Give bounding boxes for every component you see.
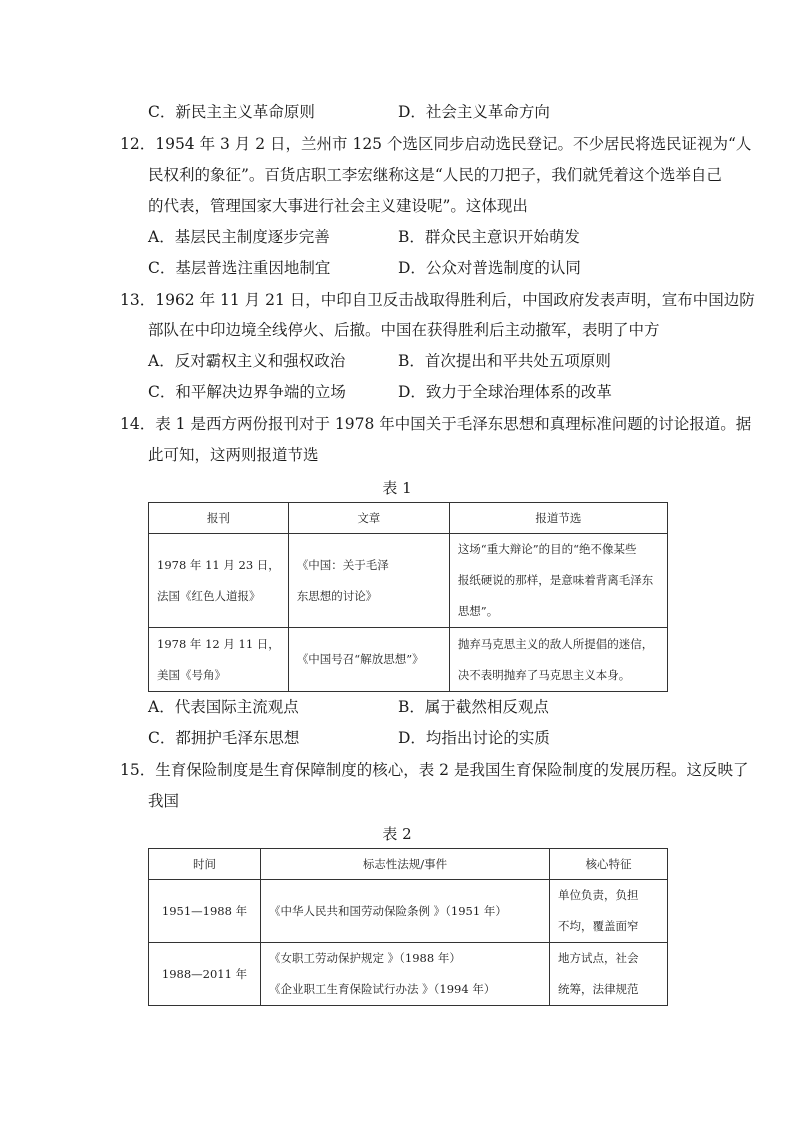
q15-stem-line-2: 我国 xyxy=(148,792,180,810)
table-1-cell-excerpt xyxy=(449,628,667,692)
table-1-caption: 表 1 xyxy=(382,479,412,497)
table-1 xyxy=(148,502,668,692)
q14-option-a: A．代表国际主流观点 xyxy=(148,698,299,716)
table-row xyxy=(149,534,668,628)
cell-text: 思想”。 xyxy=(457,604,499,618)
q13-option-d: D．致力于全球治理体系的改革 xyxy=(398,383,612,401)
table-1-cell-excerpt xyxy=(449,534,667,628)
cell-text: 《企业职工生育保险试行办法 》（1994 年） xyxy=(269,982,496,996)
table-row xyxy=(149,628,668,692)
q12-option-b: B．群众民主意识开始萌发 xyxy=(398,228,580,246)
table-1-cell-paper xyxy=(149,628,289,692)
cell-text: 统筹，法律规范 xyxy=(558,982,639,996)
cell-text: 不均，覆盖面窄 xyxy=(558,919,639,933)
cell-text: 《女职工劳动保护规定 》（1988 年） xyxy=(269,951,461,965)
table-2-cell-feature xyxy=(550,943,668,1006)
table-1-header-paper: 报刊 xyxy=(149,503,289,534)
cell-text: 单位负责，负担 xyxy=(558,888,639,902)
table-1-cell-article xyxy=(288,628,449,692)
table-1-cell-article xyxy=(288,534,449,628)
q13-option-b: B．首次提出和平共处五项原则 xyxy=(398,352,611,370)
q13-stem-line-2: 部队在中印边境全线停火、后撤。中国在获得胜利后主动撤军，表明了中方 xyxy=(148,321,660,339)
table-2-header-feature: 核心特征 xyxy=(550,849,668,880)
table-2-caption: 表 2 xyxy=(382,825,412,843)
q12-option-a: A．基层民主制度逐步完善 xyxy=(148,228,330,246)
q13-option-c: C．和平解决边界争端的立场 xyxy=(148,383,346,401)
table-2-header-events: 标志性法规/事件 xyxy=(261,849,550,880)
cell-text: 东思想的讨论》 xyxy=(296,588,378,603)
q14-option-c: C．都拥护毛泽东思想 xyxy=(148,729,300,747)
table-2-cell-events xyxy=(261,943,550,1006)
cell-text: 《中国：关于毛泽 xyxy=(296,557,389,572)
q14-option-d: D．均指出讨论的实质 xyxy=(398,729,550,747)
q12-stem-line-1: 12．1954 年 3 月 2 日，兰州市 125 个选区同步启动选民登记。不少居民将选民证视为“人 xyxy=(120,135,752,153)
q12-option-d: D．公众对普选制度的认同 xyxy=(398,259,581,277)
cell-text: 地方试点，社会 xyxy=(558,951,639,965)
q12-option-c: C．基层普选注重因地制宜 xyxy=(148,259,331,277)
table-2-cell-time: 1988—2011 年 xyxy=(149,943,261,1006)
table-2-cell-events xyxy=(261,880,550,943)
q11-option-d: D．社会主义革命方向 xyxy=(398,103,550,121)
table-row xyxy=(149,943,668,1006)
cell-text: 决不表明抛弃了马克思主义本身。 xyxy=(457,667,631,682)
q15-stem-line-1: 15．生育保险制度是生育保障制度的核心，表 2 是我国生育保险制度的发展历程。这反映了 xyxy=(120,761,749,779)
q14-stem-line-2: 此可知，这两则报道节选 xyxy=(148,446,319,464)
q13-stem-line-1: 13．1962 年 11 月 21 日，中印自卫反击战取得胜利后，中国政府发表声明，宣布中国边防 xyxy=(120,291,755,309)
cell-text: 法国《红色人道报》 xyxy=(157,588,261,603)
q12-stem-line-3: 的代表，管理国家大事进行社会主义建设呢”。这体现出 xyxy=(148,197,528,215)
cell-text: 1978 年 12 月 11 日， xyxy=(157,636,280,651)
q12-stem-line-2: 民权利的象征”。百货店职工李宏继称这是“人民的刀把子，我们就凭着这个选举自己 xyxy=(148,166,722,184)
cell-text: 美国《号角》 xyxy=(157,667,226,682)
table-2-cell-feature xyxy=(550,880,668,943)
q14-stem-line-1: 14．表 1 是西方两份报刊对于 1978 年中国关于毛泽东思想和真理标准问题的讨论报道。据 xyxy=(120,415,752,433)
table-row xyxy=(149,880,668,943)
q14-option-b: B．属于截然相反观点 xyxy=(398,698,549,716)
q13-option-a: A．反对霸权主义和强权政治 xyxy=(148,352,346,370)
q11-option-c: C．新民主主义革命原则 xyxy=(148,103,315,121)
cell-text: 《中国号召“解放思想”》 xyxy=(296,652,424,666)
cell-text: 《中华人民共和国劳动保险条例 》（1951 年） xyxy=(269,903,507,918)
table-1-cell-paper xyxy=(149,534,289,628)
cell-text: 抛弃马克思主义的敌人所提倡的迷信， xyxy=(457,636,654,651)
table-1-header-article: 文章 xyxy=(288,503,449,534)
cell-text: 这场“重大辩论”的目的“绝不像某些 xyxy=(457,542,637,556)
table-2-header-time: 时间 xyxy=(149,849,261,880)
table-1-header-excerpt: 报道节选 xyxy=(449,503,667,534)
table-2-cell-time: 1951—1988 年 xyxy=(149,880,261,943)
cell-text: 1978 年 11 月 23 日， xyxy=(157,557,280,572)
table-2 xyxy=(148,848,668,1006)
cell-text: 报纸硬说的那样，是意味着背离毛泽东 xyxy=(457,573,654,587)
